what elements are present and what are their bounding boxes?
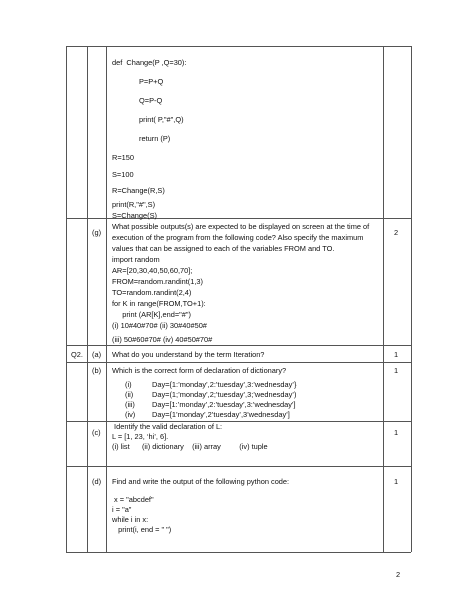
code-line: while i in x: [112, 515, 149, 524]
code-line: S=100 [112, 170, 134, 179]
code-line: R=Change(R,S) [112, 186, 165, 195]
option-text: Day={1:’monday’,2:’tuesday’,3:’wednesday’} [152, 380, 297, 389]
page-number: 2 [396, 570, 401, 579]
question-text: What possible outputs(s) are expected to be displayed on screen at the time of [112, 222, 370, 231]
question-label-a: (a) [92, 350, 102, 359]
question-number-q2: Q2. [71, 350, 83, 359]
option-line: (iii) 50#60#70# (iv) 40#50#70# [112, 335, 213, 344]
marks-b: 1 [394, 366, 399, 375]
option-number: (iii) [125, 400, 135, 409]
code-line: for K in range(FROM,TO+1): [112, 299, 206, 308]
code-line: R=150 [112, 153, 134, 162]
row-divider-q2b [66, 362, 411, 363]
col-line-marks [383, 46, 384, 552]
option-line: (i) 10#40#70# (ii) 30#40#50# [112, 321, 207, 330]
col-line-qnum [87, 46, 88, 552]
question-text: values that can be assigned to each of the variables FROM and TO. [112, 244, 335, 253]
code-line: Q=P-Q [139, 96, 163, 105]
table-bottom-border [66, 552, 411, 553]
col-line-left [66, 46, 67, 552]
code-line: import random [112, 255, 160, 264]
code-line: P=P+Q [139, 77, 164, 86]
code-line: return (P) [139, 134, 171, 143]
question-text: Which is the correct form of declaration of dictionary? [112, 366, 287, 375]
option-number: (iv) [125, 410, 136, 419]
option-text: Day={1’monday’,2’tuesday’,3’wednesday’] [152, 410, 290, 419]
code-line: S=Change(S) [112, 211, 157, 220]
code-line: print(R,"#",S) [112, 200, 156, 209]
option-number: (i) [125, 380, 132, 389]
code-line: FROM=random.randint(1,3) [112, 277, 203, 286]
code-line: i = "a" [112, 505, 132, 514]
code-line: def Change(P ,Q=30): [112, 58, 187, 67]
code-line: L = [1, 23, ‘hi’, 6]. [112, 432, 169, 441]
question-text: Find and write the output of the following python code: [112, 477, 290, 486]
row-divider-q2d [66, 466, 411, 467]
option-number: (ii) [125, 390, 134, 399]
question-label-g: (g) [92, 228, 102, 237]
marks-g: 2 [394, 228, 399, 237]
marks-d: 1 [394, 477, 399, 486]
question-label-c: (c) [92, 428, 101, 437]
code-line: x = "abcdef" [112, 495, 154, 504]
marks-c: 1 [394, 428, 399, 437]
question-label-d: (d) [92, 477, 102, 486]
question-text: What do you understand by the term Iteration? [112, 350, 265, 359]
question-text: Identify the valid declaration of L: [112, 422, 223, 431]
option-line: (i) list (ii) dictionary (iii) array (iv) tuple [112, 442, 268, 451]
row-divider-q2a [66, 345, 411, 346]
code-line: print (AR[K],end="#") [112, 310, 191, 319]
code-line: TO=random.randint(2,4) [112, 288, 192, 297]
col-line-label [106, 46, 107, 552]
col-line-right [411, 46, 412, 552]
code-line: print(i, end = " ") [112, 525, 172, 534]
code-line: AR=[20,30,40,50,60,70]; [112, 266, 193, 275]
table-top-border [66, 46, 411, 47]
marks-a: 1 [394, 350, 399, 359]
code-line: print( P,"#",Q) [139, 115, 184, 124]
option-text: Day=[1:’monday’,2:’tuesday’,3:’wednesday’] [152, 400, 296, 409]
question-label-b: (b) [92, 366, 102, 375]
question-text: execution of the program from the following code? Also specify the maximum [112, 233, 364, 242]
option-text: Day=(1;’monday’,2;’tuesday’,3;’wednesday’) [152, 390, 297, 399]
